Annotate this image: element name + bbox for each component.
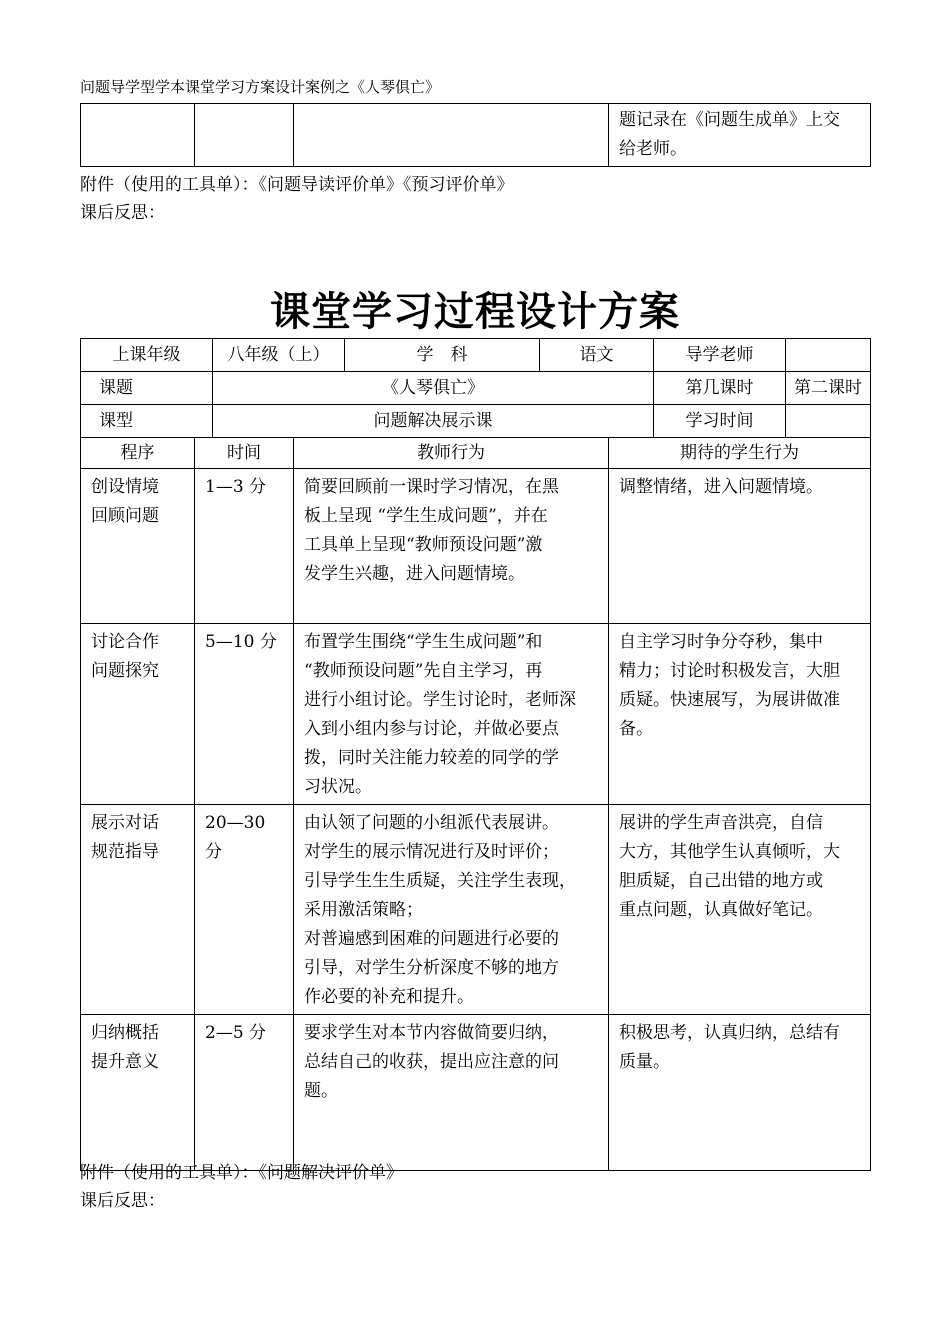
step-line: 讨论合作: [91, 632, 159, 652]
lesson-number-label: 第几课时: [654, 372, 786, 405]
lesson-number-value: 第二课时: [786, 372, 871, 405]
top-cell-1: [81, 104, 195, 167]
student-line: 质量。: [619, 1052, 670, 1072]
student-line: 胆质疑，自己出错的地方或: [619, 871, 823, 891]
study-time-value: [786, 405, 871, 438]
student-line: 积极思考，认真归纳，总结有: [619, 1023, 840, 1043]
teacher-line: 拨，同时关注能力较差的同学的学: [304, 748, 559, 768]
step-line: 回顾问题: [91, 506, 159, 526]
page-header: 问题导学型学本课堂学习方案设计案例之《人琴俱亡》: [80, 78, 441, 96]
step-line: 规范指导: [91, 842, 159, 862]
student-line: 大方，其他学生认真倾听，大: [619, 842, 840, 862]
teacher-line: 采用激活策略；: [304, 900, 423, 920]
teacher-line: 总结自己的收获，提出应注意的问: [304, 1052, 559, 1072]
subject-value: 语文: [540, 339, 654, 372]
subject-label: 学 科: [345, 339, 540, 372]
teacher-line: 作必要的补充和提升。: [304, 987, 474, 1007]
reflection-label-1: 课后反思：: [80, 203, 165, 223]
teacher-value: [786, 339, 871, 372]
top-cell-4: [609, 104, 871, 167]
study-time-label: 学习时间: [654, 405, 786, 438]
teacher-line: 入到小组内参与讨论，并做必要点: [304, 719, 559, 739]
top-cell-3: [294, 104, 609, 167]
process-table: [80, 437, 871, 1171]
topic-value: 《人琴俱亡》: [213, 372, 654, 405]
step-line: 问题探究: [91, 661, 159, 681]
table-row: [81, 624, 871, 805]
page-title: 课堂学习过程设计方案: [270, 288, 680, 335]
student-line: 展讲的学生声音洪亮，自信: [619, 813, 823, 833]
teacher-line: 布置学生围绕“学生生成问题”和: [304, 632, 543, 652]
teacher-line: 题。: [304, 1081, 338, 1101]
top-cell-2: [195, 104, 294, 167]
step-line: 展示对话: [91, 813, 159, 833]
topic-label: 课题: [81, 372, 213, 405]
grade-label: 上课年级: [81, 339, 213, 372]
teacher-line: 板上呈现 “学生生成问题”，并在: [304, 506, 548, 526]
student-line: 自主学习时争分夺秒，集中: [619, 632, 823, 652]
teacher-line: 发学生兴趣，进入问题情境。: [304, 564, 525, 584]
table-row: [81, 469, 871, 624]
column-header-teacher: 教师行为: [294, 438, 609, 469]
column-header-time: 时间: [195, 438, 294, 469]
type-label: 课型: [81, 405, 213, 438]
step-line: 创设情境: [91, 477, 159, 497]
time-line: 2—5 分: [205, 1023, 267, 1043]
student-line: 质疑。快速展写，为展讲做准: [619, 690, 840, 710]
teacher-line: 要求学生对本节内容做简要归纳，: [304, 1023, 559, 1043]
teacher-line: 工具单上呈现“教师预设问题”激: [304, 535, 543, 555]
teacher-line: 引导学生生生质疑，关注学生表现，: [304, 871, 576, 891]
student-line: 备。: [619, 719, 653, 739]
teacher-line: 引导，对学生分析深度不够的地方: [304, 958, 559, 978]
teacher-label: 导学老师: [654, 339, 786, 372]
student-line: 调整情绪，进入问题情境。: [619, 477, 823, 497]
reflection-label-2: 课后反思：: [80, 1191, 165, 1211]
teacher-line: 简要回顾前一课时学习情况，在黑: [304, 477, 559, 497]
step-line: 提升意义: [91, 1052, 159, 1072]
student-line: 重点问题，认真做好笔记。: [619, 900, 823, 920]
teacher-line: 习状况。: [304, 777, 372, 797]
table-row: [81, 805, 871, 1015]
time-line: 5—10 分: [205, 632, 277, 652]
step-line: 归纳概括: [91, 1023, 159, 1043]
time-line: 20—30: [205, 813, 266, 833]
attachment-note-1: 附件（使用的工具单）：《问题导读评价单》《预习评价单》: [80, 175, 514, 195]
column-header-student: 期待的学生行为: [609, 438, 871, 469]
teacher-line: 对学生的展示情况进行及时评价；: [304, 842, 559, 862]
top-cell-line: 题记录在《问题生成单》上交: [619, 110, 840, 130]
teacher-line: 进行小组讨论。学生讨论时，老师深: [304, 690, 576, 710]
grade-value: 八年级（上）: [213, 339, 345, 372]
column-header-step: 程序: [81, 438, 195, 469]
teacher-line: 对普遍感到困难的问题进行必要的: [304, 929, 559, 949]
time-line: 1—3 分: [205, 477, 267, 497]
type-value: 问题解决展示课: [213, 405, 654, 438]
teacher-line: 由认领了问题的小组派代表展讲。: [304, 813, 559, 833]
student-line: 精力；讨论时积极发言，大胆: [619, 661, 840, 681]
time-line: 分: [205, 842, 222, 862]
attachment-note-2: 附件（使用的工具单）：《问题解决评价单》: [80, 1163, 403, 1183]
table-row: [81, 1015, 871, 1171]
teacher-line: “教师预设问题”先自主学习，再: [304, 661, 543, 681]
info-table: [80, 338, 871, 438]
top-continuation-table: [80, 103, 871, 167]
top-cell-line: 给老师。: [619, 139, 687, 159]
